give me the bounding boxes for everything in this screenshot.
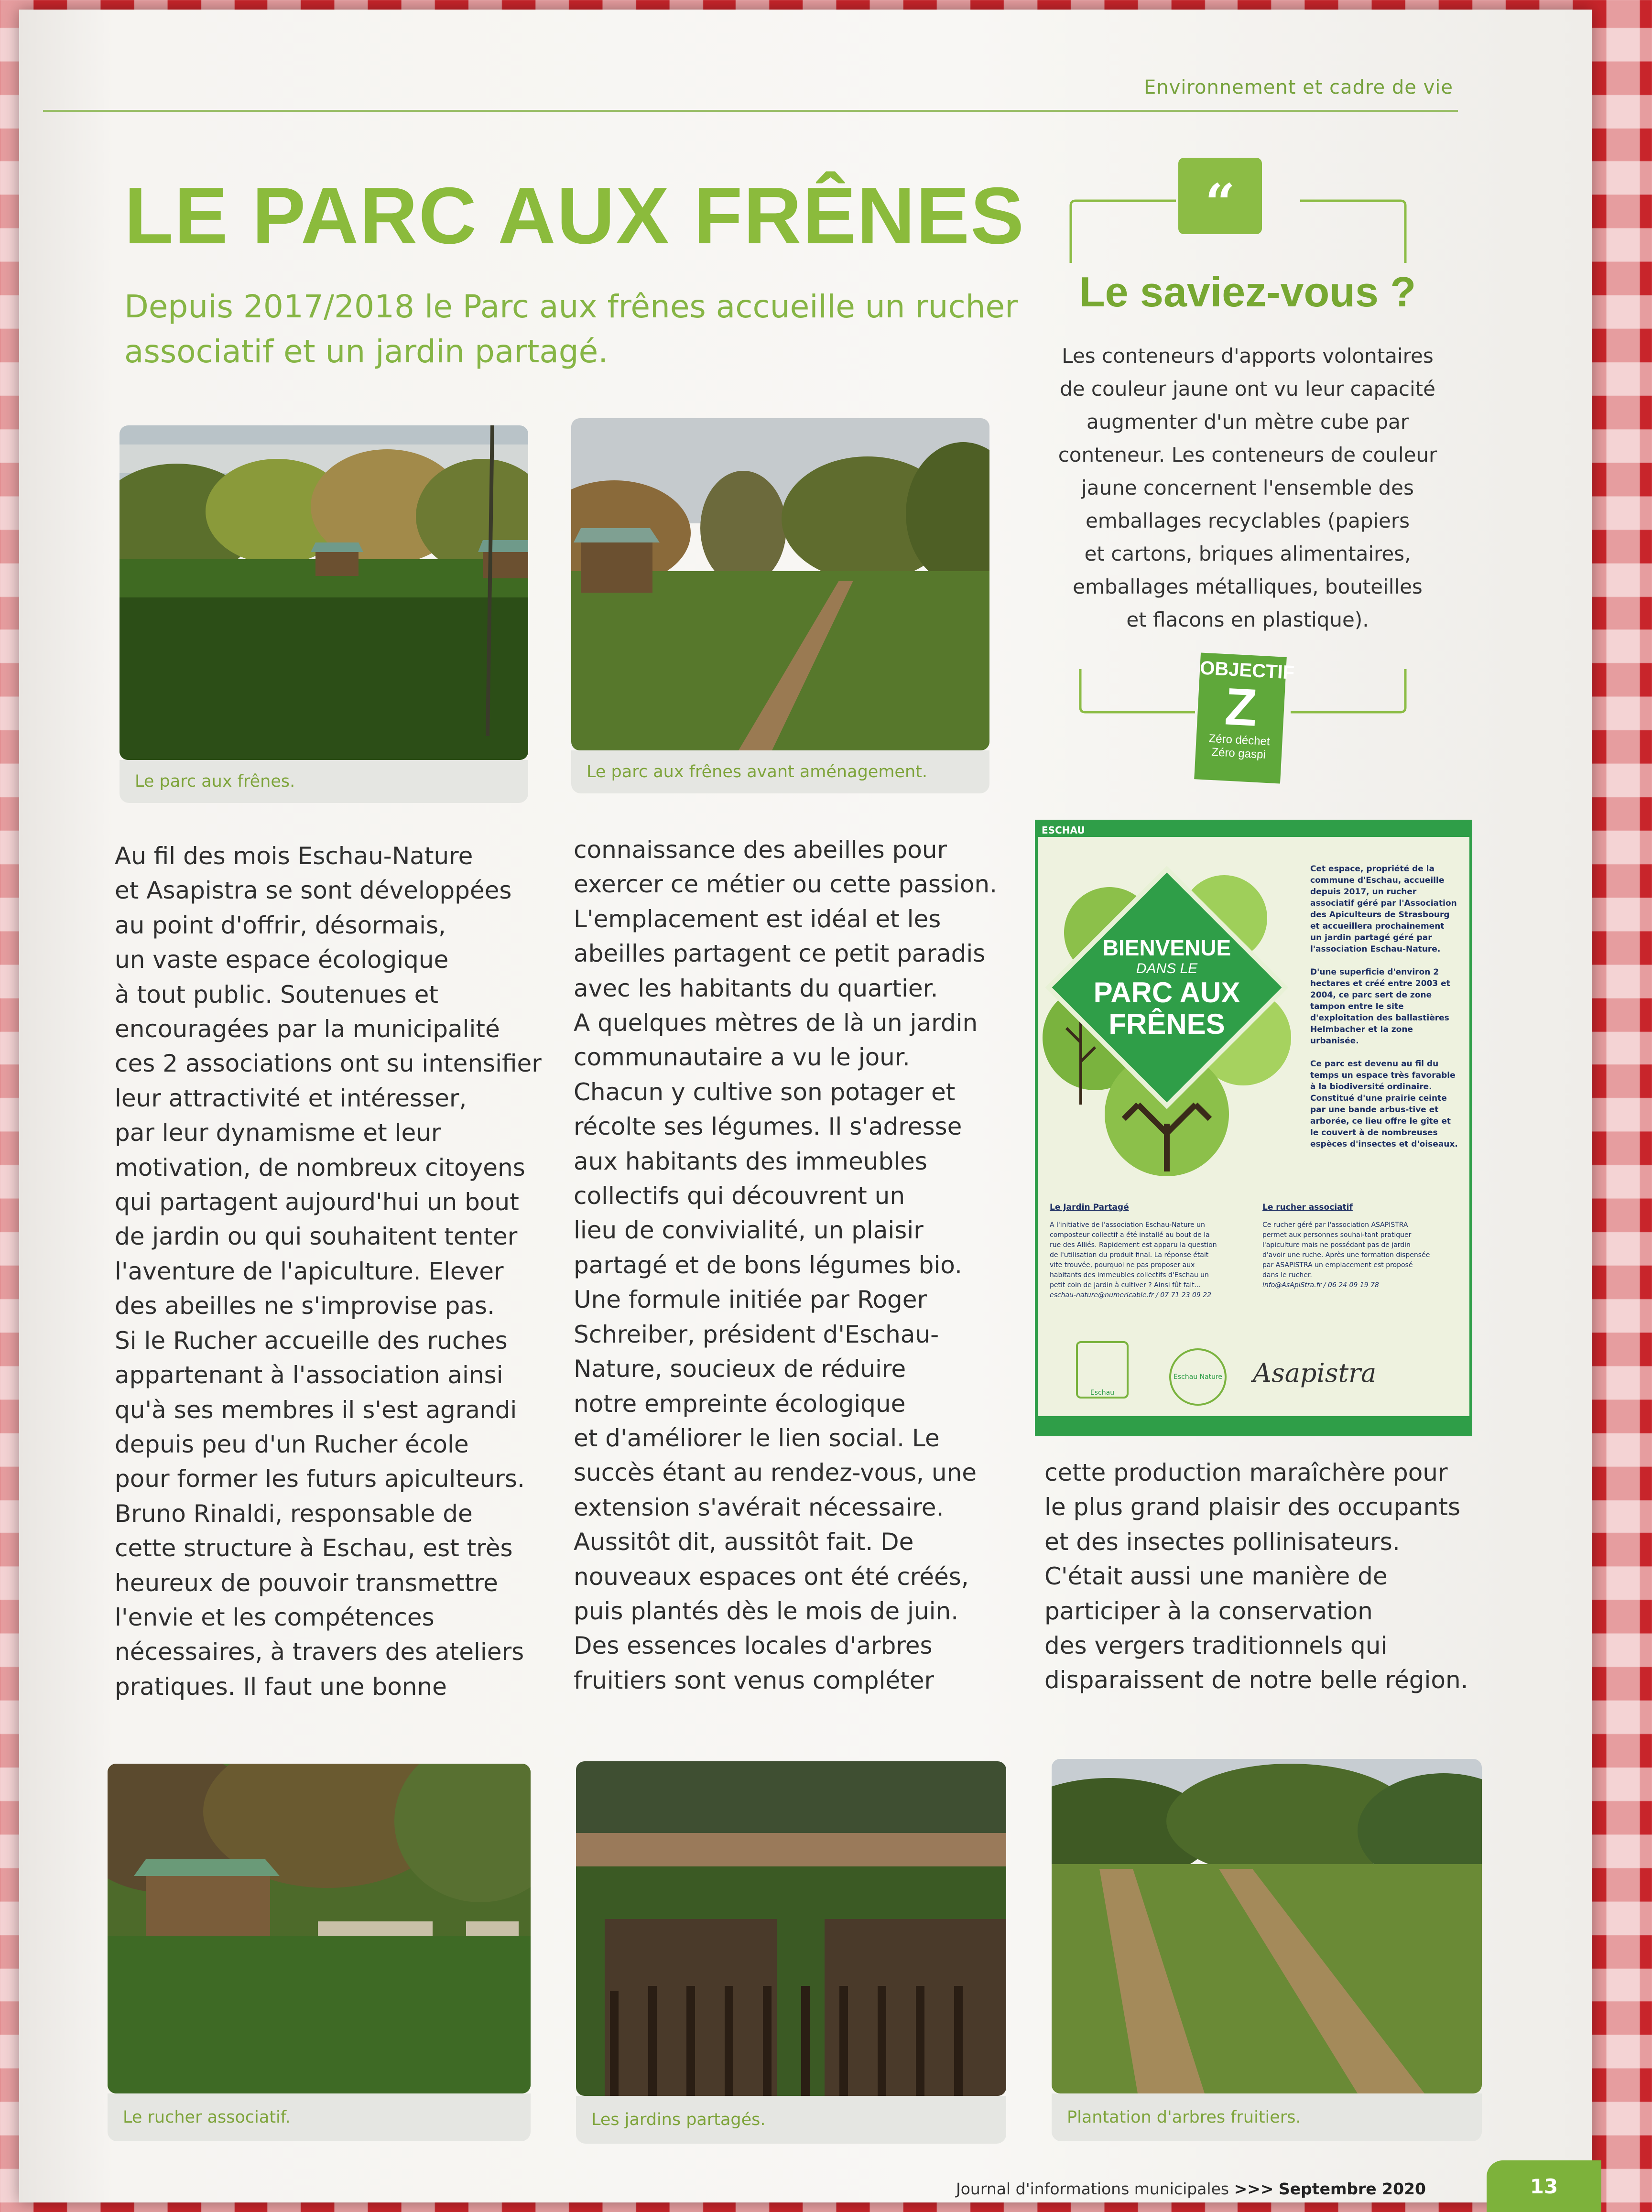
saviez-line: de couleur jaune ont vu leur capacité	[1060, 377, 1435, 401]
saviez-line: Les conteneurs d'apports volontaires	[1062, 344, 1434, 368]
text-column-2	[574, 833, 1013, 1698]
poster-rucher	[1262, 1203, 1468, 1290]
poster-jardin-line: composteur collectif a été installé au bout de la	[1050, 1231, 1210, 1239]
poster-intro-line: temps un espace très favorable	[1310, 1071, 1456, 1080]
text-column-3	[1044, 1455, 1484, 1698]
photo-caption: Le parc aux frênes.	[120, 760, 528, 803]
text-line: puis plantés dès le mois de juin.	[574, 1597, 959, 1625]
poster-intro-line: espèces d'insectes et d'oiseaux.	[1310, 1139, 1458, 1149]
text-line: qui partagent aujourd'hui un bout	[115, 1188, 519, 1216]
saviez-line: et flacons en plastique).	[1126, 608, 1369, 631]
text-line: L'emplacement est idéal et les	[574, 905, 941, 933]
poster-intro	[1310, 863, 1466, 1150]
saviez-line: jaune concernent l'ensemble des	[1081, 476, 1414, 499]
text-line: ces 2 associations ont su intensifier	[115, 1050, 542, 1078]
poster-jardin-line: petit coin de jardin à cultiver ? Ainsi fût fait...	[1050, 1281, 1201, 1289]
footer-date: Septembre 2020	[1279, 2179, 1426, 2198]
poster-jardin-line: vite trouvée, pourquoi ne pas proposer aux	[1050, 1261, 1195, 1269]
photo-caption: Le parc aux frênes avant aménagement.	[571, 750, 989, 793]
poster-rucher-contact: info@AsApiStra.fr / 06 24 09 19 78	[1262, 1281, 1379, 1289]
poster-intro-line: Ce parc est devenu au fil du	[1310, 1059, 1439, 1069]
saviez-line: et cartons, briques alimentaires,	[1084, 542, 1411, 565]
photo-jardins-partages	[576, 1761, 1006, 2096]
text-line: Si le Rucher accueille des ruches	[115, 1326, 508, 1355]
poster-jardin-contact: eschau-nature@numericable.fr / 07 71 23 09 22	[1050, 1291, 1212, 1299]
text-line: succès étant au rendez-vous, une	[574, 1459, 977, 1487]
poster-intro-line: l'association Eschau-Nature.	[1310, 944, 1441, 954]
footer-journal: Journal d'informations municipales	[956, 2179, 1229, 2198]
poster-jardin-line: habitants des immeubles collectifs d'Eschau un	[1050, 1271, 1209, 1279]
poster-intro-line: 2004, ce parc sert de zone	[1310, 990, 1432, 1000]
text-line: leur attractivité et intéresser,	[115, 1084, 467, 1112]
text-line: C'était aussi une manière de	[1044, 1562, 1388, 1591]
poster-intro-line: des Apiculteurs de Strasbourg	[1310, 910, 1450, 920]
text-line: de jardin ou qui souhaitent tenter	[115, 1223, 518, 1251]
page-number: 13	[1487, 2160, 1601, 2212]
saviez-vous-text	[1037, 339, 1458, 636]
text-line: aux habitants des immeubles	[574, 1147, 927, 1175]
text-line: heureux de pouvoir transmettre	[115, 1569, 498, 1597]
saviez-vous-title: Le saviez-vous ?	[1079, 268, 1416, 315]
text-line: et d'améliorer le lien social. Le	[574, 1424, 940, 1452]
text-line: extension s'avérait nécessaire.	[574, 1493, 944, 1521]
text-line: Bruno Rinaldi, responsable de	[115, 1499, 473, 1528]
poster-bottom-band	[1038, 1416, 1469, 1433]
text-line: qu'à ses membres il s'est agrandi	[115, 1396, 517, 1424]
text-line: des vergers traditionnels qui	[1044, 1632, 1388, 1660]
text-line: l'aventure de l'apiculture. Elever	[115, 1257, 504, 1285]
poster-rucher-line: d'avoir une ruche. Après une formation dispensée	[1262, 1251, 1430, 1259]
text-line: motivation, de nombreux citoyens	[115, 1153, 525, 1182]
text-line: un vaste espace écologique	[115, 946, 449, 974]
text-line: Des essences locales d'arbres	[574, 1632, 933, 1660]
poster-intro-line: d'exploitation des ballastières	[1310, 1013, 1449, 1023]
poster-intro-line: associatif géré par l'Association	[1310, 899, 1457, 908]
text-line: fruitiers sont venus compléter	[574, 1666, 935, 1694]
poster-intro-line: et accueillera prochainement	[1310, 922, 1445, 931]
poster-intro-line: Constitué d'une prairie ceinte	[1310, 1094, 1447, 1103]
photo-caption: Le rucher associatif.	[108, 2093, 531, 2141]
poster-intro-line: arborée, ce lieu offre le gîte et	[1310, 1117, 1451, 1126]
poster-welcome-line: DANS LE	[1136, 961, 1198, 976]
text-line: cette production maraîchère pour	[1044, 1459, 1448, 1486]
footer-arrows: >>>	[1234, 2179, 1274, 2198]
text-line: récolte ses légumes. Il s'adresse	[574, 1113, 962, 1141]
poster-rucher-line: dans le rucher.	[1262, 1271, 1312, 1279]
saviez-line: emballages recyclables (papiers	[1085, 509, 1410, 532]
poster-welcome-line: PARC AUX	[1093, 976, 1240, 1008]
section-header: Environnement et cadre de vie	[1144, 76, 1453, 98]
quote-icon: “	[1178, 158, 1262, 234]
poster-intro-line: un jardin partagé géré par	[1310, 933, 1432, 943]
text-line: Une formule initiée par Roger	[574, 1286, 927, 1314]
text-line: Schreiber, président d'Eschau-	[574, 1320, 939, 1348]
poster-intro-line: depuis 2017, un rucher	[1310, 887, 1417, 897]
text-line: Nature, soucieux de réduire	[574, 1355, 906, 1383]
text-line: abeilles partagent ce petit paradis	[574, 940, 986, 968]
header-rule	[43, 110, 1458, 112]
text-line: au point d'offrir, désormais,	[115, 911, 446, 939]
saviez-line: emballages métalliques, bouteilles	[1073, 575, 1423, 598]
poster-jardin-line: de l'utilisation du produit final. La réponse était	[1050, 1251, 1209, 1259]
parc-welcome-poster	[1035, 820, 1472, 1436]
poster-intro-line	[1310, 1047, 1466, 1058]
poster-intro-line: par une bande arbus-tive et	[1310, 1105, 1439, 1115]
text-line: lieu de convivialité, un plaisir	[574, 1216, 924, 1245]
text-line: et Asapistra se sont développées	[115, 877, 512, 905]
poster-intro-line: tampon entre le site	[1310, 1002, 1404, 1011]
magazine-page	[19, 10, 1592, 2202]
text-line: disparaissent de notre belle région.	[1044, 1666, 1468, 1694]
badge-line: Zéro déchet	[1208, 732, 1271, 748]
poster-intro-line	[1310, 955, 1466, 966]
poster-rucher-line: l'apiculture mais ne possédant pas de jardin	[1262, 1241, 1411, 1249]
text-line: connaissance des abeilles pour	[574, 836, 947, 864]
poster-intro-line: urbanisée.	[1310, 1036, 1359, 1046]
text-line: avec les habitants du quartier.	[574, 974, 938, 1002]
poster-jardin	[1050, 1203, 1255, 1301]
saviez-line: augmenter d'un mètre cube par	[1086, 410, 1409, 434]
photo-parc-avant-amenagement	[571, 418, 989, 750]
saviez-line: conteneur. Les conteneurs de couleur	[1058, 443, 1437, 466]
text-line: Chacun y cultive son potager et	[574, 1078, 956, 1106]
text-line: Au fil des mois Eschau-Nature	[115, 842, 473, 870]
badge-letter: Z	[1223, 677, 1259, 737]
photo-rucher-associatif	[108, 1764, 531, 2093]
photo-parc-aux-frenes	[120, 425, 528, 760]
text-line: nouveaux espaces ont été créés,	[574, 1562, 969, 1591]
poster-rucher-line: par ASAPISTRA un emplacement est proposé	[1262, 1261, 1413, 1269]
badge-line: Zéro gaspi	[1211, 745, 1266, 761]
objectif-zero-badge	[1194, 652, 1295, 783]
poster-rucher-title: Le rucher associatif	[1262, 1203, 1353, 1212]
article-subtitle: Depuis 2017/2018 le Parc aux frênes accueille un rucher associatif et un jardin partagé.	[124, 288, 1018, 370]
text-line: A quelques mètres de là un jardin	[574, 1009, 978, 1037]
text-line: communautaire a vu le jour.	[574, 1043, 910, 1072]
poster-jardin-line: A l'initiative de l'association Eschau-Nature un	[1050, 1221, 1205, 1229]
poster-intro-line: le couvert à de nombreuses	[1310, 1128, 1438, 1138]
text-line: nécessaires, à travers des ateliers	[115, 1638, 524, 1666]
poster-intro-line: hectares et créé entre 2003 et	[1310, 979, 1450, 988]
article-title: LE PARC AUX FRÊNES	[124, 171, 1025, 260]
poster-welcome-line: BIENVENUE	[1102, 935, 1231, 960]
photo-caption: Les jardins partagés.	[576, 2096, 1006, 2144]
text-line: depuis peu d'un Rucher école	[115, 1430, 469, 1458]
text-line: partagé et de bons légumes bio.	[574, 1251, 962, 1279]
poster-intro-line: commune d'Eschau, accueille	[1310, 876, 1445, 885]
text-line: Aussitôt dit, aussitôt fait. De	[574, 1528, 914, 1556]
poster-intro-line: à la biodiversité ordinaire.	[1310, 1082, 1432, 1092]
poster-intro-line: D'une superficie d'environ 2	[1310, 967, 1439, 977]
text-line: le plus grand plaisir des occupants	[1044, 1493, 1461, 1521]
text-line: participer à la conservation	[1044, 1597, 1373, 1625]
poster-intro-line: Helmbacher et la zone	[1310, 1025, 1413, 1034]
poster-intro-line: Cet espace, propriété de la	[1310, 864, 1435, 874]
poster-jardin-line: rue des Alliés. Rapidement est apparu la question	[1050, 1241, 1217, 1249]
text-line: notre empreinte écologique	[574, 1389, 906, 1418]
logo-asapistra: Asapistra	[1253, 1358, 1377, 1388]
text-line: par leur dynamisme et leur	[115, 1119, 441, 1147]
text-line: appartenant à l'association ainsi	[115, 1361, 503, 1389]
poster-jardin-title: Le Jardin Partagé	[1050, 1203, 1129, 1212]
photo-caption: Plantation d'arbres fruitiers.	[1052, 2093, 1482, 2141]
badge-top: OBJECTIF	[1199, 657, 1295, 683]
text-line: des abeilles ne s'improvise pas.	[115, 1292, 495, 1320]
text-line: exercer ce métier ou cette passion.	[574, 870, 998, 899]
logo-eschau-nature: Eschau Nature	[1169, 1348, 1227, 1406]
text-line: à tout public. Soutenues et	[115, 980, 438, 1008]
footer	[956, 2179, 1426, 2198]
poster-welcome	[1066, 935, 1267, 1040]
text-line: cette structure à Eschau, est très	[115, 1534, 513, 1562]
text-line: et des insectes pollinisateurs.	[1044, 1528, 1400, 1556]
text-line: pratiques. Il faut une bonne	[115, 1672, 447, 1701]
logo-eschau: Eschau	[1076, 1341, 1129, 1399]
photo-plantation-arbres	[1052, 1759, 1482, 2093]
poster-rucher-line: permet aux personnes souhai-tant pratiquer	[1262, 1231, 1412, 1239]
text-line: pour former les futurs apiculteurs.	[115, 1465, 525, 1493]
poster-tag: ESCHAU	[1038, 824, 1089, 836]
text-column-1	[115, 839, 554, 1704]
poster-welcome-line: FRÊNES	[1109, 1008, 1225, 1040]
poster-rucher-line: Ce rucher géré par l'association ASAPISTRA	[1262, 1221, 1408, 1229]
text-line: encouragées par la municipalité	[115, 1015, 500, 1043]
poster-top-band	[1038, 823, 1469, 837]
text-line: l'envie et les compétences	[115, 1603, 435, 1631]
text-line: collectifs qui découvrent un	[574, 1182, 905, 1210]
